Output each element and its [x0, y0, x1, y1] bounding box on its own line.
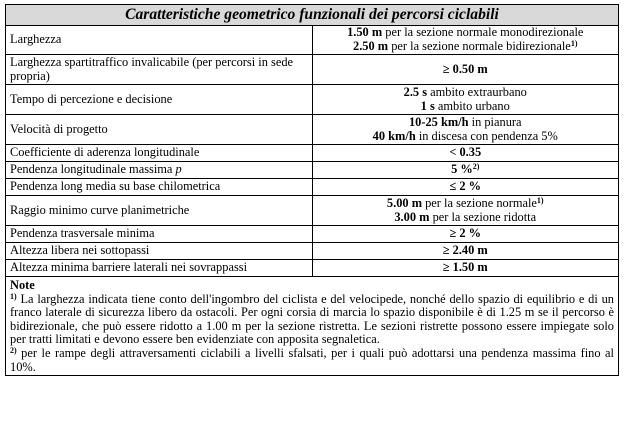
parameter-value — [312, 226, 619, 243]
value-line — [317, 227, 615, 241]
value-description: per la sezione ridotta — [429, 209, 537, 224]
footnote-ref: 1) — [536, 195, 544, 205]
value-line — [317, 130, 615, 144]
value-line — [317, 116, 615, 130]
notes-cell — [6, 277, 619, 376]
parameter-label-text: Altezza libera nei sottopassi — [10, 243, 150, 258]
footnote-content: La larghezza indicata tiene conto dell'ingombro del ciclista e del velocipede, nonché dello spazio di equilibrio e di un franco laterale di sicurezza libero da ostacoli. Per ogni corsia di marcia lo spazio disponibile è di 1.25 m se il percorso è bidirezionale, che può essere ridotto a 1.00 m per la sezione ristretta. Le sezioni ristrette possono essere impiegate solo per tratti limitati e devono essere ben evidenziate con apposita segnaletica. — [10, 291, 614, 347]
value-description: in pianura — [468, 114, 522, 129]
table-row — [6, 115, 619, 145]
value-line — [317, 100, 615, 114]
value-amount: ≥ 2 % — [449, 226, 482, 241]
value-description: per la sezione normale — [422, 195, 537, 210]
parameter-label-text: Pendenza long media su base chilometrica — [10, 179, 221, 194]
footnote-text — [10, 293, 614, 347]
table-row — [6, 162, 619, 179]
parameter-label — [6, 85, 313, 115]
table-row — [6, 179, 619, 196]
parameter-label — [6, 162, 313, 179]
footnote-text — [10, 347, 614, 374]
value-amount: 5.00 m — [386, 195, 423, 210]
parameter-value — [312, 55, 619, 85]
value-line — [317, 163, 615, 177]
table-row — [6, 26, 619, 55]
parameter-value — [312, 196, 619, 226]
parameter-value — [312, 179, 619, 196]
value-line — [317, 211, 615, 225]
value-description: ambito urbano — [434, 98, 510, 113]
value-amount: 10-25 km/h — [408, 114, 469, 129]
parameter-label-text: Raggio minimo curve planimetriche — [10, 202, 190, 217]
value-line — [317, 26, 615, 40]
parameter-label-text: Tempo di percezione e decisione — [10, 91, 173, 106]
parameter-label — [6, 226, 313, 243]
footnote-content: per le rampe degli attraversamenti ciclabili a livelli sfalsati, per i quali può adottarsi una pendenza massima fino al 10%. — [10, 345, 614, 374]
value-amount: ≥ 2.40 m — [442, 243, 488, 258]
parameter-label-text: Pendenza trasversale minima — [10, 226, 155, 241]
table-row — [6, 196, 619, 226]
parameter-label-text: Pendenza longitudinale massima — [10, 162, 173, 177]
table-row — [6, 85, 619, 115]
notes-row — [6, 277, 619, 376]
value-line — [317, 146, 615, 160]
parameter-value — [312, 162, 619, 179]
parameter-label — [6, 196, 313, 226]
parameter-label — [6, 179, 313, 196]
parameter-label — [6, 115, 313, 145]
parameter-symbol: p — [175, 162, 182, 177]
value-amount: 1.50 m — [347, 25, 383, 40]
table-row — [6, 226, 619, 243]
parameter-value — [312, 145, 619, 162]
value-amount: 3.00 m — [394, 209, 430, 224]
value-description: in discesa con pendenza 5% — [415, 128, 558, 143]
value-amount: ≤ 2 % — [449, 179, 482, 194]
parameter-value — [312, 115, 619, 145]
parameter-label-text: Velocità di progetto — [10, 121, 108, 136]
value-description: per la sezione normale bidirezionale — [388, 39, 571, 53]
table-row — [6, 145, 619, 162]
parameter-label — [6, 243, 313, 260]
value-line — [317, 180, 615, 194]
value-amount: < 0.35 — [449, 145, 482, 160]
value-amount: ≥ 1.50 m — [442, 260, 488, 275]
parameter-label-text: Larghezza — [10, 32, 62, 47]
parameter-value — [312, 260, 619, 277]
table-title: Caratteristiche geometrico funzionali dei percorsi ciclabili — [6, 5, 619, 26]
footnote-marker: 1) — [10, 291, 17, 301]
parameter-value — [312, 26, 619, 55]
value-line — [317, 261, 615, 275]
value-line — [317, 86, 615, 100]
footnote-marker: 2) — [10, 345, 17, 355]
parameter-label — [6, 260, 313, 277]
table-row — [6, 243, 619, 260]
parameter-value — [312, 85, 619, 115]
parameter-label-text: Coefficiente di aderenza longitudinale — [10, 145, 200, 160]
table-title-row — [6, 5, 619, 26]
parameter-label — [6, 26, 313, 55]
value-line — [317, 63, 615, 77]
value-description: ambito extraurbano — [427, 84, 527, 99]
value-description: per la sezione normale monodirezionale — [382, 25, 584, 40]
parameter-label-text: Altezza minima barriere laterali nei sovrappassi — [10, 260, 248, 275]
value-amount: 5 % — [451, 162, 473, 177]
value-amount: 40 km/h — [372, 128, 416, 143]
parameter-label — [6, 145, 313, 162]
value-amount: 1 s — [420, 98, 435, 113]
parameter-label — [6, 55, 313, 85]
cycle-path-characteristics-table — [5, 4, 619, 376]
value-line — [317, 197, 615, 211]
document-page — [5, 4, 619, 376]
value-amount: ≥ 0.50 m — [442, 61, 488, 76]
notes-heading: Note — [10, 278, 35, 292]
value-amount: 2.50 m — [353, 39, 389, 53]
table-row — [6, 260, 619, 277]
footnote-ref: 1) — [570, 39, 578, 48]
value-line — [317, 244, 615, 258]
footnote-ref: 2) — [472, 162, 480, 172]
value-amount: 2.5 s — [403, 84, 428, 99]
parameter-value — [312, 243, 619, 260]
table-row — [6, 55, 619, 85]
parameter-label-text: Larghezza spartitraffico invalicabile (per percorsi in sede propria) — [10, 54, 294, 83]
value-line — [317, 40, 615, 54]
